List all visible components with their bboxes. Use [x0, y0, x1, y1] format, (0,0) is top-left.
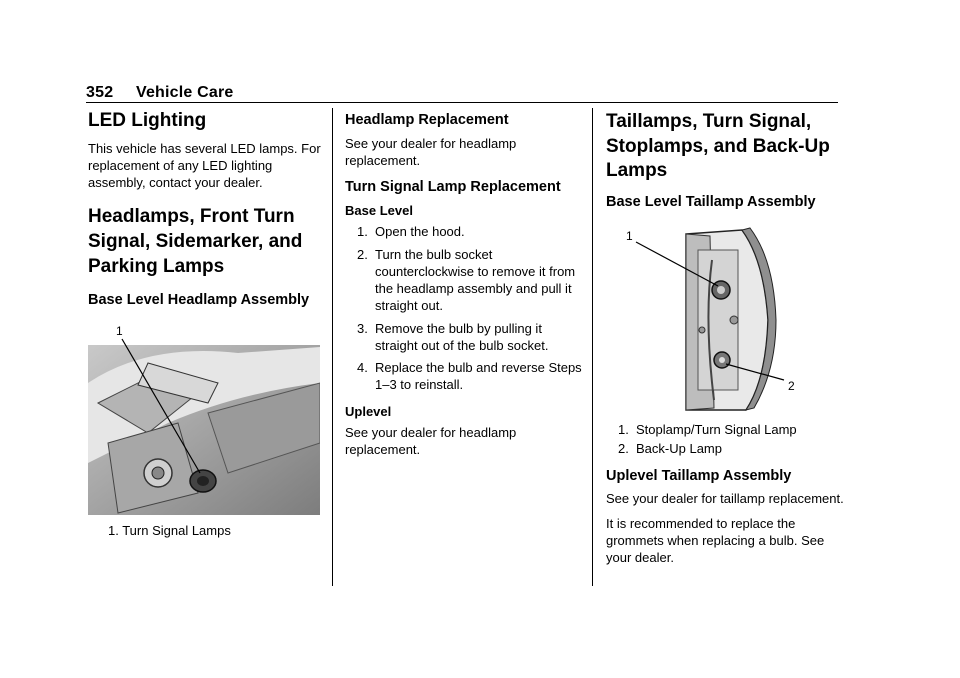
column-divider-2 [592, 108, 593, 586]
list-item: 4. Replace the bulb and reverse Steps 1–3 to reinstall. [357, 360, 582, 393]
list-item: 2. Back-Up Lamp [618, 440, 722, 456]
taillamp-captions [606, 422, 846, 458]
headlamp-assembly-figure [88, 323, 320, 515]
uplevel-text: See your dealer for headlamp replacement. [345, 425, 517, 458]
headlamp-replacement-heading: Headlamp Replacement [345, 112, 509, 128]
list-item: 1. Stoplamp/Turn Signal Lamp [618, 421, 797, 437]
headlamps-heading: Headlamps, Front Turn Signal, Sidemarker, and Parking Lamps [88, 206, 303, 277]
uplevel-taillamp-text: See your dealer for taillamp replacement. [606, 491, 844, 507]
figure-caption: 1. Turn Signal Lamps [108, 523, 231, 539]
list-item: 1. Open the hood. [357, 224, 465, 240]
page-number: 352 [86, 84, 114, 101]
uplevel-label: Uplevel [345, 404, 392, 420]
list-item: 2. Turn the bulb socket counterclockwise to remove it from the headlamp assembly and pull it straight out. [357, 247, 576, 313]
base-level-label: Base Level [345, 203, 413, 219]
list-item: 3. Remove the bulb by pulling it straight out of the bulb socket. [357, 320, 549, 353]
figure-callout-1: 1 [116, 324, 123, 339]
grommets-text: It is recommended to replace the grommets when replacing a bulb. See your dealer. [606, 516, 825, 565]
uplevel-taillamp-heading: Uplevel Taillamp Assembly [606, 467, 792, 484]
taillamp-callout-2: 2 [788, 378, 795, 393]
steps-list [345, 224, 583, 394]
taillamp-assembly-figure [614, 220, 814, 416]
section-title: Vehicle Care [135, 84, 234, 101]
column-1 [88, 108, 326, 538]
header-rule [86, 102, 838, 103]
taillamps-heading: Taillamps, Turn Signal, Stoplamps, and Back-Up Lamps [606, 111, 830, 182]
headlamp-replacement-text: See your dealer for headlamp replacement. [345, 135, 517, 168]
page-header [86, 84, 234, 102]
taillamp-callout-1: 1 [626, 228, 633, 243]
led-lighting-text: This vehicle has several LED lamps. For replacement of any LED lighting assembly, contact your dealer. [88, 140, 321, 190]
base-headlamp-heading: Base Level Headlamp Assembly [88, 291, 310, 308]
column-divider-1 [332, 108, 333, 586]
led-lighting-heading: LED Lighting [88, 110, 207, 131]
turn-signal-heading: Turn Signal Lamp Replacement [345, 179, 561, 196]
base-taillamp-heading: Base Level Taillamp Assembly [606, 194, 816, 211]
column-3 [606, 108, 846, 575]
column-2 [345, 108, 583, 467]
